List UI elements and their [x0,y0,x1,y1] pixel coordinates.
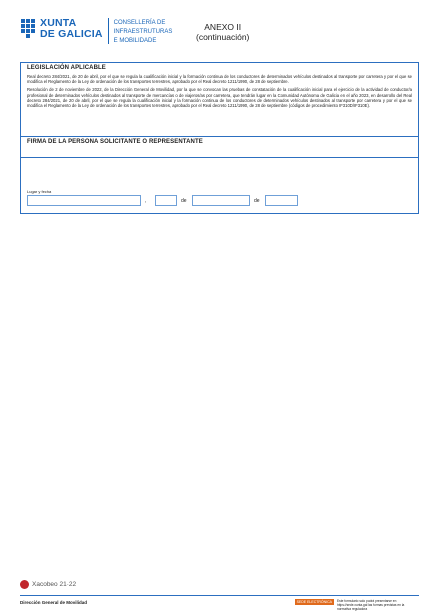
annex-title: ANEXO II [204,22,242,32]
place-field[interactable] [27,195,141,206]
xunta-logo [20,18,172,45]
dept-line2: INFRAESTRUTURAS [113,29,173,35]
footer-sede [295,599,419,611]
sede-badge: SEDE ELECTRÓNICA [296,600,332,604]
legislation-paragraph-2: Resolución de 2 de noviembre de 2022, de la Dirección General de Movilidad, por la que se convocan las pruebas de constatación de la cualificación inicial para el ejercicio de la actividad de conductor/a profesional de determinados vehículos destinados al transporte de mercancías o de viajeros/as por carretera, que tendrán lugar en la Comunidad Autónoma de Galicia en el año 2023, en desarrollo del Real decreto 284/2021, de 20 de abril, por el que se regula la cualificación inicial y la formación continua de los conductores de determinados vehículos destinados al transporte por carretera y por el que se modifica el Reglamento de la Ley de ordenación de los transportes terrestres, aprobado por el Real decreto 1211/1990, de 28 de septiembre (códigos de procedimiento IF310D/IF310E). [27,87,412,109]
legislation-title: LEGISLACIÓN APLICABLE [27,65,106,71]
dept-line3: E MOBILIDADE [113,38,157,44]
comma-separator: , [145,198,147,204]
de-separator-1: de [181,198,187,204]
xacobeo-logo [20,580,76,589]
sede-note: Este formulario solo podrá presentarse en https://sede.xunta.gal las formas previstas en la normativa reguladora [337,599,405,611]
year-field[interactable] [265,195,298,206]
signature-title: FIRMA DE LA PERSONA SOLICITANTE O REPRESENTANTE [27,139,203,145]
logo-divider [108,18,109,44]
month-field[interactable] [192,195,250,206]
signature-section [20,136,419,214]
legislation-paragraph-1: Real decreto 284/2021, de 20 de abril, por el que se regula la cualificación inicial y la formación continua de los conductores de determinados vehículos destinados al transporte por carretera y por el que se modifica el Reglamento de la Ley de ordenación de los transportes terrestres, aprobado por el Real decreto 1211/1990, de 28 de septiembre. [27,74,412,85]
de-separator-2: de [254,198,260,204]
department-name [114,18,173,45]
footer-divider [20,595,419,596]
xacobeo-emblem-icon [20,580,29,589]
place-date-label: Lugar y fecha [27,189,52,194]
xunta-brand-name [40,18,103,40]
footer-department: Dirección General de Movilidad [20,600,88,605]
annex-heading [196,22,249,42]
day-field[interactable] [155,195,177,206]
signature-inner [27,139,412,211]
dept-line1: CONSELLERÍA DE [113,20,166,26]
brand-line2: DE GALICIA [40,28,103,40]
xacobeo-text: Xacobeo 21·22 [32,581,77,588]
xunta-emblem-icon [20,18,36,40]
brand-line1: XUNTA [40,17,77,29]
annex-subtitle: (continuación) [196,32,250,42]
